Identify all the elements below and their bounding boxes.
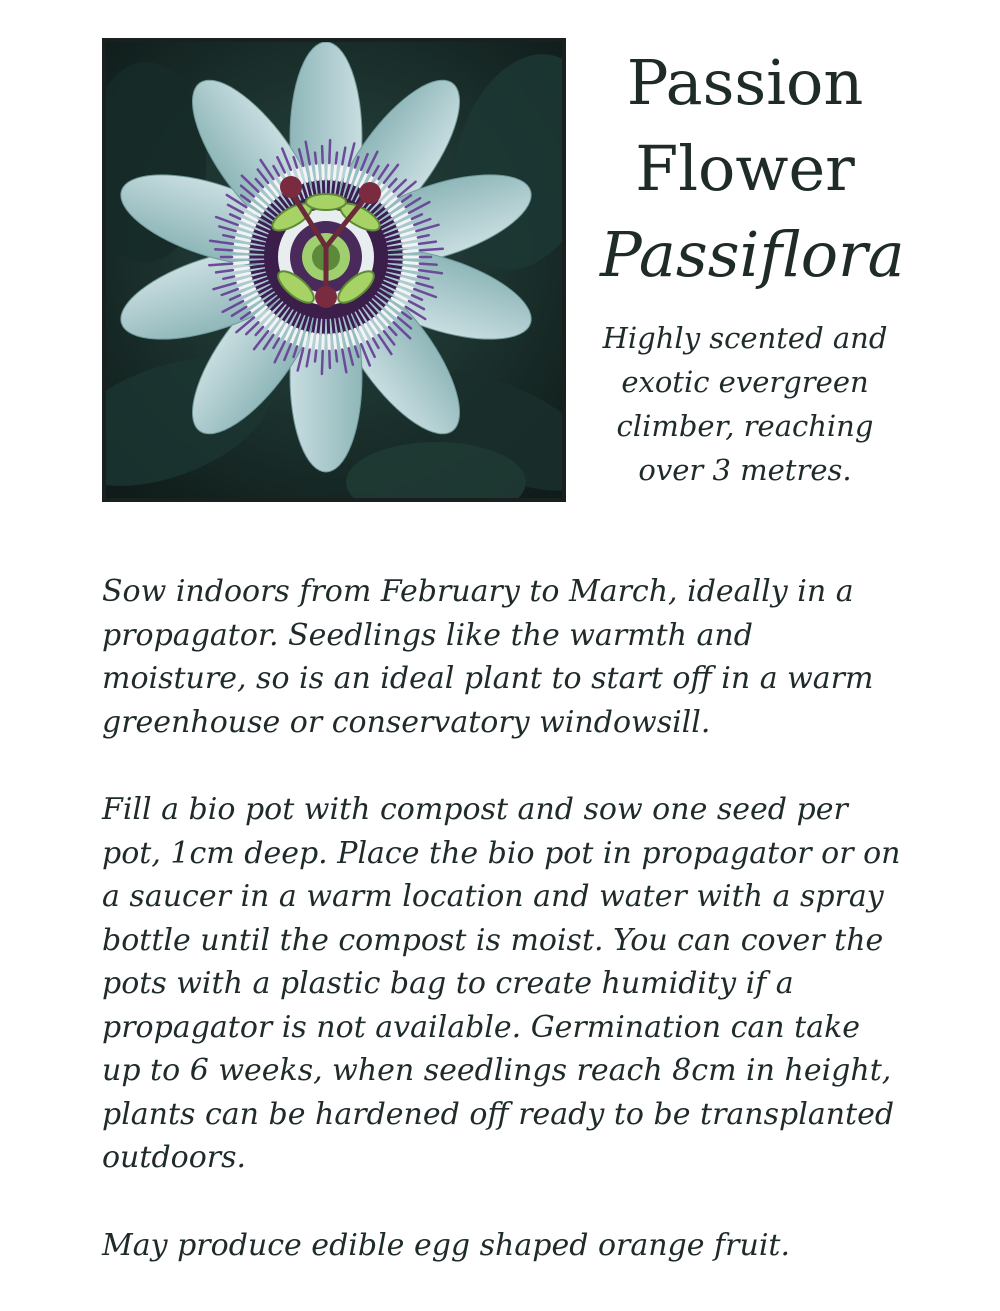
passion-flower-photo	[102, 38, 566, 502]
title-line-2: Flower	[635, 132, 855, 205]
body-text	[102, 570, 902, 1311]
tagline: Highly scented and exotic evergreen climber, reaching over 3 metres.	[602, 321, 888, 487]
title-line-1: Passion	[626, 46, 864, 119]
title-block	[600, 40, 905, 298]
paragraph-fruit: May produce edible egg shaped orange fruit.	[102, 1227, 791, 1263]
passion-flower-illustration	[106, 42, 562, 498]
paragraph-instructions: Fill a bio pot with compost and sow one seed per pot, 1cm deep. Place the bio pot in propagator or on a saucer in a warm location and water with a spray bottle until the compost is moist. You can cover the pots with a plastic bag to create humidity if a propagator is not available. Germination can take up to 6 weeks, when seedlings reach 8cm in height, plants can be hardened off ready to be transplanted outdoors.	[102, 792, 901, 1175]
latin-name: Passiflora	[600, 218, 905, 291]
paragraph-sowing: Sow indoors from February to March, ideally in a propagator. Seedlings like the warmth and moisture, so is an ideal plant to start off in a warm greenhouse or conservatory windowsill.	[102, 574, 874, 740]
